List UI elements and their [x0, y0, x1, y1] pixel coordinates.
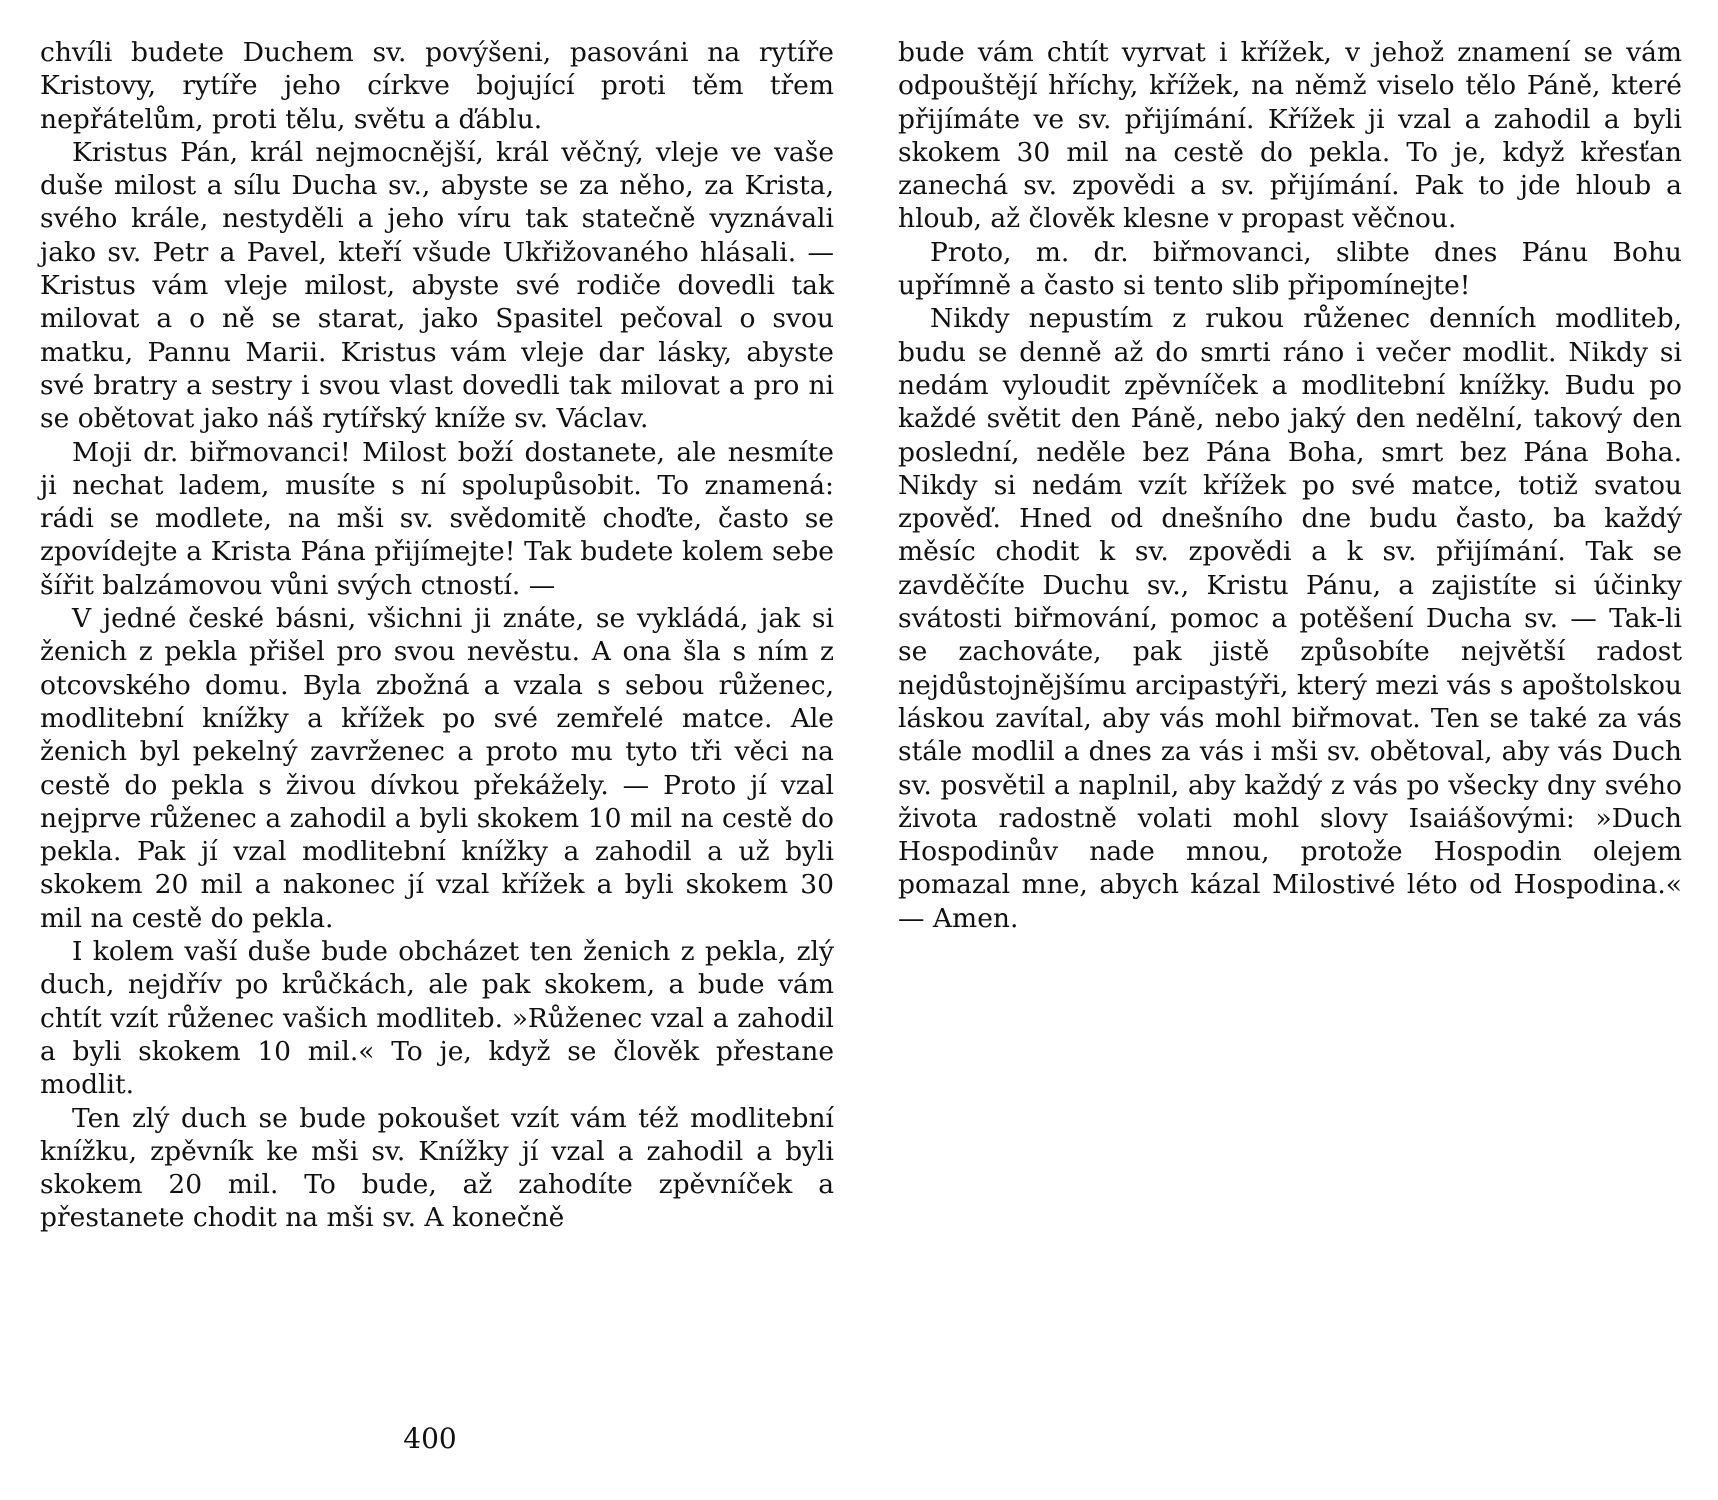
left-text-column: [40, 36, 834, 1235]
paragraph: Proto, m. dr. biřmovanci, slibte dnes Pánu Bohu upřímně a často si tento slib připomínejte!: [898, 236, 1682, 302]
paragraph: Nikdy nepustím z rukou růženec denních modliteb, budu se denně až do smrti ráno i večer modlit. Nikdy si nedám vyloudit zpěvníček a modlitební knížky. Budu po každé světit den Páně, nebo jaký den nedělní, takový den poslední, neděle bez Pána Boha, smrt bez Pána Boha. Nikdy si nedám vzít křížek po své matce, totiž svatou zpověď. Hned od dnešního dne budu často, ba každý měsíc chodit k sv. zpovědi a k sv. přijímání. Tak se zavděčíte Duchu sv., Kristu Pánu, a zajistíte si účinky svátosti biřmování, pomoc a potěšení Ducha sv. — Tak-li se zachováte, pak jistě způsobíte největší radost nejdůstojnějšímu arcipastýři, který mezi vás s apoštolskou láskou zavítal, aby vás mohl biřmovat. Ten se také za vás stále modlil a dnes za vás i mši sv. obětoval, aby vás Duch sv. posvětil a naplnil, aby každý z vás po všecky dny svého života radostně volati mohl slovy Isaiášovými: »Duch Hospodinův nade mnou, protože Hospodin olejem pomazal mne, abych kázal Milostivé léto od Hospodina.« — Amen.: [898, 303, 1682, 934]
paragraph: Moji dr. biřmovanci! Milost boží dostanete, ale nesmíte ji nechat ladem, musíte s ní spolupůsobit. To znamená: rádi se modlete, na mši sv. svědomitě choďte, často se zpovídejte a Krista Pána přijímejte! Tak budete kolem sebe šířit balzámovou vůni svých ctností. —: [40, 436, 834, 601]
page-number: 400: [403, 1422, 457, 1455]
paragraph: bude vám chtít vyrvat i křížek, v jehož znamení se vám odpouštějí hříchy, křížek, na němž viselo tělo Páně, které přijímáte ve sv. přijímání. Křížek ji vzal a zahodil a byli skokem 30 mil na cestě do pekla. To je, když křesťan zanechá sv. zpovědi a sv. přijímání. Pak to jde hloub a hloub, až člověk klesne v propast věčnou.: [898, 37, 1682, 235]
paragraph: chvíli budete Duchem sv. povýšeni, pasováni na rytíře Kristovy, rytíře jeho církve bojující proti těm třem nepřátelům, proti tělu, světu a ďáblu.: [40, 37, 834, 135]
paragraph: Kristus Pán, král nejmocnější, král věčný, vleje ve vaše duše milost a sílu Ducha sv., abyste se za něho, za Krista, svého krále, nestyděli a jeho víru tak statečně vyznávali jako sv. Petr a Pavel, kteří všude Ukřižovaného hlásali. — Kristus vám vleje milost, abyste své rodiče dovedli tak milovat a o ně se starat, jako Spasitel pečoval o svou matku, Pannu Marii. Kristus vám vleje dar lásky, abyste své bratry a sestry i svou vlast dovedli tak milovat a pro ni se obětovat jako náš rytířský kníže sv. Václav.: [40, 136, 834, 435]
paragraph: Ten zlý duch se bude pokoušet vzít vám též modlitební knížku, zpěvník ke mši sv. Knížky jí vzal a zahodil a byli skokem 20 mil. To bude, až zahodíte zpěvníček a přestanete chodit na mši sv. A konečně: [40, 1102, 834, 1234]
paragraph: I kolem vaší duše bude obcházet ten ženich z pekla, zlý duch, nejdřív po krůčkách, ale pak skokem, a bude vám chtít vzít růženec vašich modliteb. »Růženec vzal a zahodil a byli skokem 10 mil.« To je, když se člověk přestane modlit.: [40, 936, 834, 1101]
paragraph: V jedné české básni, všichni ji znáte, se vykládá, jak si ženich z pekla přišel pro svou nevěstu. A ona šla s ním z otcovského domu. Byla zbožná a vzala s sebou růženec, modlitební knížky a křížek po své zemřelé matce. Ale ženich byl pekelný zavrženec a proto mu tyto tři věci na cestě do pekla s živou dívkou překážely. — Proto jí vzal nejprve růženec a zahodil a byli skokem 10 mil na cestě do pekla. Pak jí vzal modlitební knížky a zahodil a už byli skokem 20 mil a nakonec jí vzal křížek a byli skokem 30 mil na cestě do pekla.: [40, 603, 834, 934]
right-text-column: [898, 36, 1682, 935]
